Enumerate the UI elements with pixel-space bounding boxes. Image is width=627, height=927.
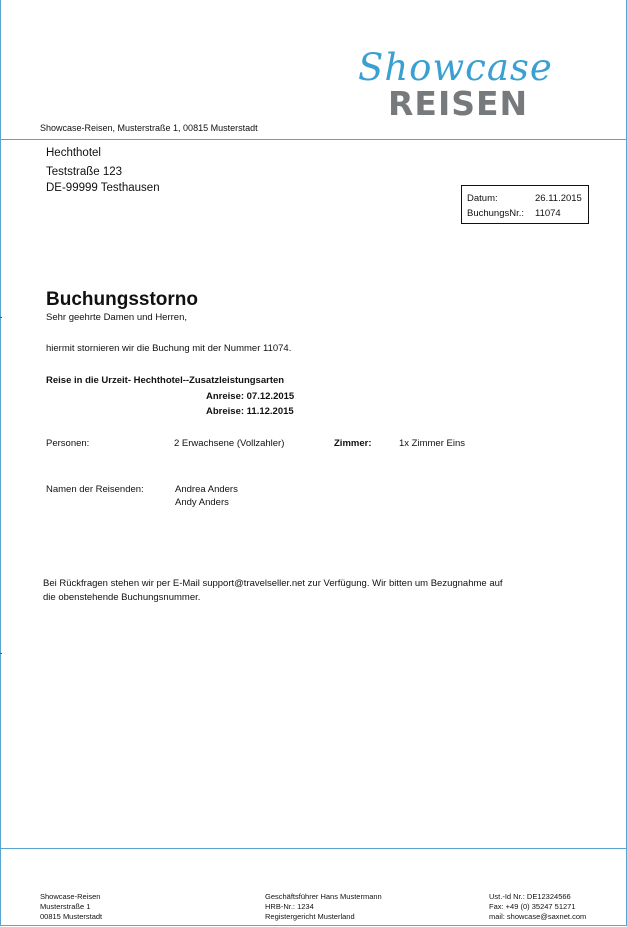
room-label: Zimmer: bbox=[334, 438, 372, 449]
fold-mark bbox=[0, 317, 2, 318]
fold-mark bbox=[0, 653, 2, 654]
footer-line: Ust.-Id Nr.: DE12324566 bbox=[489, 892, 571, 901]
footer-line: Musterstraße 1 bbox=[40, 902, 91, 911]
footer-line: Registergericht Musterland bbox=[265, 912, 355, 921]
info-box bbox=[461, 185, 589, 224]
departure-date: Abreise: 11.12.2015 bbox=[206, 406, 294, 417]
footer-line: 00815 Musterstadt bbox=[40, 912, 103, 921]
footer-management bbox=[265, 892, 382, 922]
salutation: Sehr geehrte Damen und Herren, bbox=[46, 312, 187, 323]
trip-name: Reise in die Urzeit- Hechthotel--Zusatzleistungsarten bbox=[46, 375, 285, 386]
booking-value: 11074 bbox=[535, 208, 561, 219]
footer-line: Geschäftsführer Hans Mustermann bbox=[265, 892, 382, 901]
footer-line: mail: showcase@saxnet.com bbox=[489, 912, 587, 921]
footer-divider bbox=[0, 848, 627, 849]
traveller-name: Andrea Anders bbox=[175, 484, 238, 495]
persons-value: 2 Erwachsene (Vollzahler) bbox=[174, 438, 285, 449]
sender-line: Showcase-Reisen, Musterstraße 1, 00815 Musterstadt bbox=[40, 123, 258, 133]
footer-line: Fax: +49 (0) 35247 51271 bbox=[489, 902, 576, 911]
page-title: Buchungsstorno bbox=[46, 289, 198, 310]
date-value: 26.11.2015 bbox=[535, 193, 582, 204]
room-value: 1x Zimmer Eins bbox=[399, 438, 465, 449]
intro-text: hiermit stornieren wir die Buchung mit der Nummer 11074. bbox=[46, 343, 292, 354]
booking-label: BuchungsNr.: bbox=[467, 208, 525, 219]
footer-line: HRB-Nr.: 1234 bbox=[265, 902, 314, 911]
closing-line-2: die obenstehende Buchungsnummer. bbox=[43, 592, 201, 603]
date-label: Datum: bbox=[467, 193, 498, 204]
recipient-city: DE-99999 Testhausen bbox=[46, 182, 160, 194]
persons-label: Personen: bbox=[46, 438, 90, 449]
logo-script-text: Showcase bbox=[358, 46, 553, 89]
traveller-name: Andy Anders bbox=[175, 497, 229, 508]
recipient-name: Hechthotel bbox=[46, 147, 101, 159]
header-divider bbox=[0, 139, 627, 140]
footer-company bbox=[40, 892, 102, 922]
logo-block-text: REISEN bbox=[388, 84, 529, 123]
footer-contact bbox=[489, 892, 586, 922]
travellers-label: Namen der Reisenden: bbox=[46, 484, 144, 495]
arrival-date: Anreise: 07.12.2015 bbox=[206, 391, 295, 402]
recipient-street: Teststraße 123 bbox=[46, 166, 123, 178]
footer-line: Showcase-Reisen bbox=[40, 892, 101, 901]
closing-line-1: Bei Rückfragen stehen wir per E-Mail support@travelseller.net zur Verfügung. Wir bitten um Bezugnahme auf bbox=[43, 578, 503, 589]
